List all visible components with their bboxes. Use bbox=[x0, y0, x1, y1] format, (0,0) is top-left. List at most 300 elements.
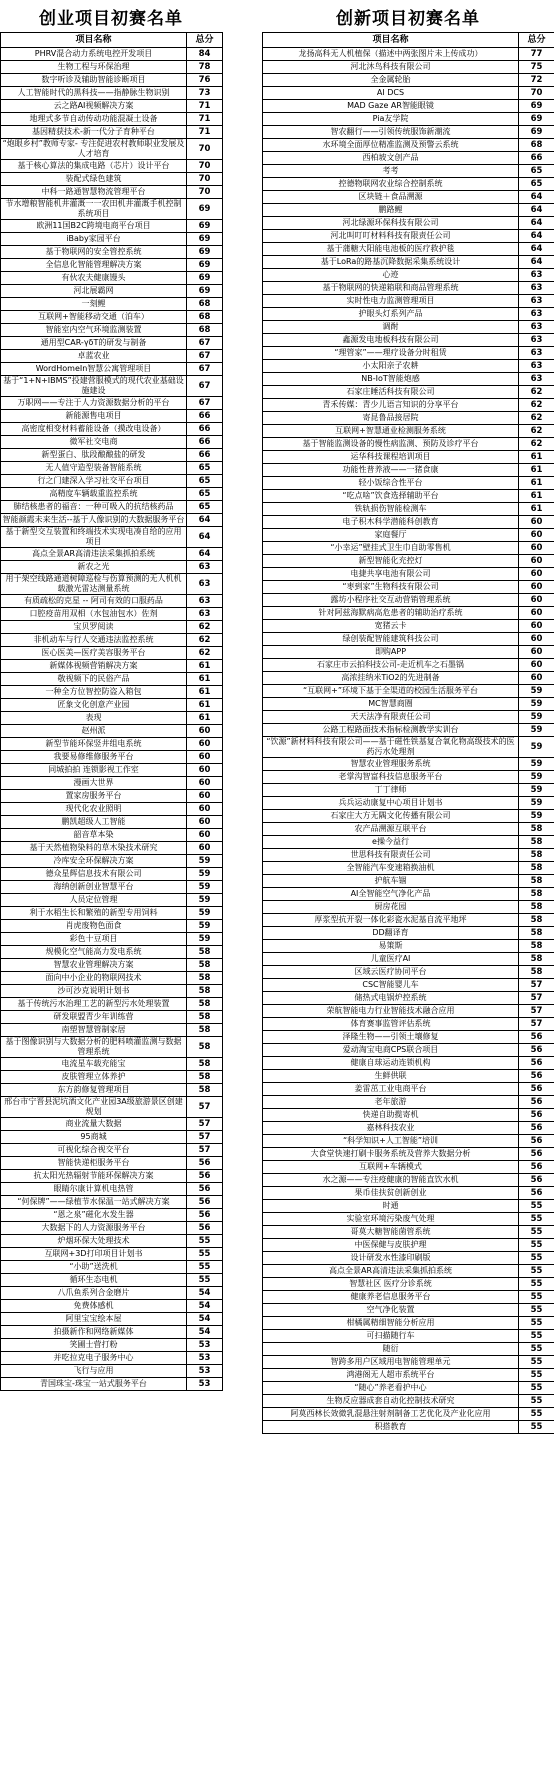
score-cell: 62 bbox=[519, 386, 554, 399]
project-name-cell: 智能颜霞未来生活--基于人像识别的大数据服务平台 bbox=[1, 514, 187, 527]
table-row bbox=[263, 438, 554, 451]
score-cell: 68 bbox=[519, 139, 554, 152]
score-cell: 56 bbox=[187, 1209, 223, 1222]
project-name-cell: 互联网+3D打印项目计划书 bbox=[1, 1248, 187, 1261]
score-cell: 56 bbox=[519, 1161, 554, 1174]
project-name-cell: 可扫描随行车 bbox=[263, 1330, 519, 1343]
score-cell: 69 bbox=[519, 100, 554, 113]
project-name-cell: 小太阳亲子农耕 bbox=[263, 360, 519, 373]
project-name-cell: 宽猪云卡 bbox=[263, 620, 519, 633]
project-name-cell: 基因精获技术-新一代分子育种平台 bbox=[1, 126, 187, 139]
table-row bbox=[263, 191, 554, 204]
table-row bbox=[1, 699, 223, 712]
project-name-cell: 儿童医疗AI bbox=[263, 953, 519, 966]
project-name-cell: “饮源”新材料科技有限公司——基于磁性铁基复合氧化物高级技术的医药污水处理剂 bbox=[263, 737, 519, 758]
score-cell: 64 bbox=[519, 217, 554, 230]
project-name-cell: 敬视频下的民俗产品 bbox=[1, 673, 187, 686]
table-row bbox=[263, 516, 554, 529]
score-cell: 58 bbox=[187, 946, 223, 959]
project-name-cell: 智慧农业管理解决方案 bbox=[1, 959, 187, 972]
project-name-cell: 笑圃士营打粉 bbox=[1, 1339, 187, 1352]
table-row bbox=[263, 1213, 554, 1226]
table-row bbox=[1, 160, 223, 173]
score-cell: 60 bbox=[187, 803, 223, 816]
table-row bbox=[263, 1187, 554, 1200]
score-cell: 58 bbox=[187, 998, 223, 1011]
project-name-cell: 炉烟环保大处理技术 bbox=[1, 1235, 187, 1248]
project-name-cell: “理管家”——理疗设备分时租赁 bbox=[263, 347, 519, 360]
project-name-cell: 数字听诊及辅助智能诊断项目 bbox=[1, 74, 187, 87]
project-name-cell: 健康自球运动连锁机构 bbox=[263, 1057, 519, 1070]
score-cell: 67 bbox=[187, 363, 223, 376]
score-cell: 56 bbox=[187, 1157, 223, 1170]
table-row bbox=[1, 595, 223, 608]
project-name-cell: 功能性普养液——一猪食康 bbox=[263, 464, 519, 477]
score-cell: 61 bbox=[187, 686, 223, 699]
score-cell: 63 bbox=[519, 373, 554, 386]
table-row bbox=[263, 230, 554, 243]
table-row bbox=[1, 1339, 223, 1352]
table-row bbox=[1, 881, 223, 894]
project-name-cell: 设计研发水性漆印刷版 bbox=[263, 1252, 519, 1265]
project-name-cell: 匠象文化创意产业园 bbox=[1, 699, 187, 712]
score-cell: 65 bbox=[187, 501, 223, 514]
score-cell: 59 bbox=[519, 758, 554, 771]
project-name-cell: 姜雷茁工业电商平台 bbox=[263, 1083, 519, 1096]
project-name-cell: 铁轨损伤智能检测车 bbox=[263, 503, 519, 516]
score-cell: 66 bbox=[187, 436, 223, 449]
project-name-cell: 循环生态电机 bbox=[1, 1274, 187, 1287]
table-row bbox=[1, 1071, 223, 1084]
table-row bbox=[263, 1083, 554, 1096]
score-cell: 57 bbox=[187, 1144, 223, 1157]
table-row bbox=[1, 1222, 223, 1235]
project-name-cell: 积搭教育 bbox=[263, 1421, 519, 1434]
score-cell: 65 bbox=[187, 488, 223, 501]
score-cell: 57 bbox=[187, 1097, 223, 1118]
score-cell: 56 bbox=[519, 1122, 554, 1135]
project-name-cell: 抗太阳光热辐射节能环保解决方案 bbox=[1, 1170, 187, 1183]
table-row bbox=[263, 836, 554, 849]
score-cell: 58 bbox=[519, 823, 554, 836]
score-cell: 55 bbox=[519, 1278, 554, 1291]
table-row bbox=[263, 711, 554, 724]
score-cell: 64 bbox=[187, 527, 223, 548]
table-row bbox=[1, 126, 223, 139]
table-row bbox=[1, 1170, 223, 1183]
table-row bbox=[1, 1378, 223, 1391]
table-row bbox=[1, 527, 223, 548]
table-row bbox=[263, 139, 554, 152]
score-cell: 53 bbox=[187, 1339, 223, 1352]
table-row bbox=[1, 1037, 223, 1058]
project-name-cell: 置家房服务平台 bbox=[1, 790, 187, 803]
table-row bbox=[1, 501, 223, 514]
left-header-name: 项目名称 bbox=[1, 33, 187, 48]
project-name-cell: 现代化农业照明 bbox=[1, 803, 187, 816]
score-cell: 67 bbox=[187, 350, 223, 363]
table-row bbox=[263, 685, 554, 698]
table-row bbox=[1, 285, 223, 298]
project-name-cell: 拍摄新作和网络新媒体 bbox=[1, 1326, 187, 1339]
project-name-cell: MAD Gaze AR智能眼镜 bbox=[263, 100, 519, 113]
score-cell: 63 bbox=[187, 608, 223, 621]
project-name-cell: 漫画大世界 bbox=[1, 777, 187, 790]
project-name-cell: 通用型CAR-γδT的研发与制备 bbox=[1, 337, 187, 350]
table-row bbox=[263, 1005, 554, 1018]
table-row bbox=[1, 48, 223, 61]
project-name-cell: 万职网——专注于人力资源数据分析的平台 bbox=[1, 397, 187, 410]
project-name-cell: 东方韵修复管理项目 bbox=[1, 1084, 187, 1097]
project-name-cell: 区域云医疗协同平台 bbox=[263, 966, 519, 979]
score-cell: 55 bbox=[519, 1421, 554, 1434]
table-row bbox=[1, 894, 223, 907]
table-row bbox=[1, 764, 223, 777]
score-cell: 61 bbox=[519, 464, 554, 477]
score-cell: 61 bbox=[187, 712, 223, 725]
score-cell: 64 bbox=[519, 204, 554, 217]
project-name-cell: 宝贝罗阅读 bbox=[1, 621, 187, 634]
score-cell: 60 bbox=[519, 555, 554, 568]
score-cell: 58 bbox=[187, 1058, 223, 1071]
table-row bbox=[1, 1287, 223, 1300]
table-row bbox=[263, 901, 554, 914]
score-cell: 54 bbox=[187, 1326, 223, 1339]
left-table-body bbox=[1, 48, 223, 1391]
table-row bbox=[263, 1265, 554, 1278]
project-name-cell: 轻小饭综合性平台 bbox=[263, 477, 519, 490]
score-cell: 62 bbox=[519, 399, 554, 412]
score-cell: 69 bbox=[187, 233, 223, 246]
project-name-cell: e操今益行 bbox=[263, 836, 519, 849]
project-name-cell: 皮肤管理立体养护 bbox=[1, 1071, 187, 1084]
score-cell: 61 bbox=[519, 477, 554, 490]
score-cell: 75 bbox=[519, 61, 554, 74]
right-table bbox=[262, 32, 554, 1434]
project-name-cell: 95商城 bbox=[1, 1131, 187, 1144]
table-row bbox=[263, 1330, 554, 1343]
score-cell: 69 bbox=[519, 113, 554, 126]
score-cell: 63 bbox=[519, 334, 554, 347]
table-row bbox=[1, 660, 223, 673]
score-cell: 56 bbox=[187, 1170, 223, 1183]
project-name-cell: 鹏路鲤 bbox=[263, 204, 519, 217]
project-name-cell: 泽隆生物——引领土壤修复 bbox=[263, 1031, 519, 1044]
score-cell: 60 bbox=[519, 620, 554, 633]
table-row bbox=[263, 862, 554, 875]
table-row bbox=[263, 1096, 554, 1109]
score-cell: 60 bbox=[187, 790, 223, 803]
score-cell: 59 bbox=[187, 920, 223, 933]
score-cell: 57 bbox=[187, 1118, 223, 1131]
project-name-cell: “科学知识+人工智能”培训 bbox=[263, 1135, 519, 1148]
score-cell: 78 bbox=[187, 61, 223, 74]
project-name-cell: 智能快递柜服务平台 bbox=[1, 1157, 187, 1170]
table-row bbox=[1, 475, 223, 488]
left-header-row bbox=[1, 33, 223, 48]
score-cell: 63 bbox=[519, 269, 554, 282]
project-name-cell: 研发联盟青少年训练营 bbox=[1, 1011, 187, 1024]
score-cell: 66 bbox=[519, 152, 554, 165]
project-name-cell: 基于物联网的安全管控系统 bbox=[1, 246, 187, 259]
score-cell: 55 bbox=[519, 1226, 554, 1239]
table-row bbox=[263, 1044, 554, 1057]
left-table bbox=[0, 32, 223, 1391]
table-row bbox=[263, 1122, 554, 1135]
score-cell: 58 bbox=[519, 875, 554, 888]
score-cell: 60 bbox=[187, 816, 223, 829]
table-row bbox=[263, 178, 554, 191]
project-name-cell: “吃点啥”饮食选择辅助平台 bbox=[263, 490, 519, 503]
score-cell: 63 bbox=[519, 347, 554, 360]
table-row bbox=[1, 74, 223, 87]
table-row bbox=[263, 321, 554, 334]
project-name-cell: 可视化综合视交平台 bbox=[1, 1144, 187, 1157]
table-row bbox=[263, 914, 554, 927]
score-cell: 58 bbox=[519, 927, 554, 940]
table-row bbox=[1, 816, 223, 829]
score-cell: 60 bbox=[519, 568, 554, 581]
project-name-cell: 卓蓝农业 bbox=[1, 350, 187, 363]
table-row bbox=[263, 1252, 554, 1265]
score-cell: 60 bbox=[187, 738, 223, 751]
score-cell: 59 bbox=[519, 784, 554, 797]
table-row bbox=[1, 561, 223, 574]
score-cell: 58 bbox=[187, 1011, 223, 1024]
table-row bbox=[1, 574, 223, 595]
score-cell: 73 bbox=[187, 87, 223, 100]
project-name-cell: 河北叫叮叮材料科技有限责任公司 bbox=[263, 230, 519, 243]
project-name-cell: 即购APP bbox=[263, 646, 519, 659]
table-row bbox=[263, 529, 554, 542]
table-row bbox=[263, 568, 554, 581]
score-cell: 57 bbox=[519, 1018, 554, 1031]
project-name-cell: 西柏坡文创产品 bbox=[263, 152, 519, 165]
project-name-cell: 无人值守造型装备智能系统 bbox=[1, 462, 187, 475]
table-row bbox=[1, 337, 223, 350]
table-row bbox=[263, 737, 554, 758]
table-row bbox=[1, 933, 223, 946]
project-name-cell: 智跨多用户区域用电智能管理单元 bbox=[263, 1356, 519, 1369]
score-cell: 66 bbox=[187, 423, 223, 436]
table-row bbox=[263, 581, 554, 594]
table-row bbox=[1, 1196, 223, 1209]
score-cell: 53 bbox=[187, 1365, 223, 1378]
score-cell: 66 bbox=[187, 449, 223, 462]
score-cell: 56 bbox=[187, 1183, 223, 1196]
project-name-cell: 德众星辉信息技术有限公司 bbox=[1, 868, 187, 881]
table-row bbox=[263, 810, 554, 823]
project-name-cell: 老掌沟智富科技信息服务平台 bbox=[263, 771, 519, 784]
table-row bbox=[263, 1226, 554, 1239]
table-row bbox=[263, 966, 554, 979]
score-cell: 63 bbox=[187, 595, 223, 608]
project-name-cell: 智农翻行——引领传统服饰新潮流 bbox=[263, 126, 519, 139]
table-row bbox=[263, 555, 554, 568]
score-cell: 70 bbox=[519, 87, 554, 100]
project-name-cell: “炮眼乡村”教师专家- 专注促进农村教师职业发展及人才培育 bbox=[1, 139, 187, 160]
table-row bbox=[263, 490, 554, 503]
score-cell: 60 bbox=[519, 594, 554, 607]
table-row bbox=[263, 940, 554, 953]
project-name-cell: “小幸运”壁挂式卫生巾自助零售机 bbox=[263, 542, 519, 555]
project-name-cell: 新型节能环保竖井组电系统 bbox=[1, 738, 187, 751]
table-row bbox=[1, 972, 223, 985]
project-name-cell: 心迹 bbox=[263, 269, 519, 282]
table-row bbox=[1, 139, 223, 160]
table-row bbox=[263, 1174, 554, 1187]
project-name-cell: 规模化空气能高力发电系统 bbox=[1, 946, 187, 959]
project-name-cell: 基于传统污水治理工艺的新型污水处理装置 bbox=[1, 998, 187, 1011]
project-name-cell: AI DCS bbox=[263, 87, 519, 100]
project-name-cell: “何保牌”——绿植节水保温一站式解决方案 bbox=[1, 1196, 187, 1209]
table-row bbox=[263, 152, 554, 165]
right-title: 创新项目初赛名单 bbox=[336, 9, 480, 29]
table-row bbox=[263, 797, 554, 810]
right-header-row bbox=[263, 33, 554, 48]
table-row bbox=[263, 399, 554, 412]
project-name-cell: 柑橘属精细智能分析应用 bbox=[263, 1317, 519, 1330]
score-cell: 60 bbox=[519, 542, 554, 555]
table-row bbox=[1, 829, 223, 842]
table-row bbox=[1, 1274, 223, 1287]
table-row bbox=[263, 295, 554, 308]
project-name-cell: 针对阿兹海默病高危患者的辅助治疗系统 bbox=[263, 607, 519, 620]
score-cell: 60 bbox=[187, 725, 223, 738]
table-row bbox=[1, 1058, 223, 1071]
table-row bbox=[1, 1300, 223, 1313]
table-row bbox=[1, 363, 223, 376]
table-row bbox=[1, 246, 223, 259]
right-header-score: 总分 bbox=[519, 33, 554, 48]
table-row bbox=[263, 953, 554, 966]
score-cell: 56 bbox=[519, 1044, 554, 1057]
table-row bbox=[263, 1356, 554, 1369]
table-row bbox=[263, 74, 554, 87]
table-row bbox=[263, 1200, 554, 1213]
table-row bbox=[1, 233, 223, 246]
score-cell: 59 bbox=[519, 771, 554, 784]
table-row bbox=[1, 1209, 223, 1222]
project-name-cell: 冷库安全环保解决方案 bbox=[1, 855, 187, 868]
score-cell: 59 bbox=[519, 711, 554, 724]
table-row bbox=[1, 1248, 223, 1261]
project-name-cell: 基于图像识别与大数据分析的肥料喷灌监测与数据管理系统 bbox=[1, 1037, 187, 1058]
project-name-cell: 利于水稻生长和繁殖的新型专用饲料 bbox=[1, 907, 187, 920]
project-name-cell: AI全智能空气净化产品 bbox=[263, 888, 519, 901]
project-name-cell: 天天法净有限责任公司 bbox=[263, 711, 519, 724]
score-cell: 64 bbox=[187, 548, 223, 561]
project-name-cell: 青国珠宝-珠宝一站式服务平台 bbox=[1, 1378, 187, 1391]
score-cell: 59 bbox=[519, 724, 554, 737]
project-name-cell: “小助”送洗机 bbox=[1, 1261, 187, 1274]
project-name-cell: 肺结核患者的福音：一种可吸入的抗结核药品 bbox=[1, 501, 187, 514]
table-row bbox=[1, 920, 223, 933]
score-cell: 56 bbox=[519, 1057, 554, 1070]
project-name-cell: 节水增粮智能机井灌溉一一农田机井灌溉手机控制系统项目 bbox=[1, 199, 187, 220]
table-row bbox=[1, 1313, 223, 1326]
project-name-cell: 快递自助揽寄机 bbox=[263, 1109, 519, 1122]
project-name-cell: 世思科技有限责任公司 bbox=[263, 849, 519, 862]
score-cell: 58 bbox=[187, 1084, 223, 1097]
table-row bbox=[1, 186, 223, 199]
table-row bbox=[263, 1057, 554, 1070]
table-row bbox=[1, 907, 223, 920]
score-cell: 57 bbox=[519, 979, 554, 992]
score-cell: 58 bbox=[187, 972, 223, 985]
score-cell: 62 bbox=[519, 412, 554, 425]
project-name-cell: 中医保健与皮肤护理 bbox=[263, 1239, 519, 1252]
project-name-cell: 八爪鱼系列合金磨片 bbox=[1, 1287, 187, 1300]
score-cell: 54 bbox=[187, 1287, 223, 1300]
table-row bbox=[263, 888, 554, 901]
project-name-cell: 考考 bbox=[263, 165, 519, 178]
project-name-cell: 用于架空线路通道树障巡检与伤算预测的无人机机载激光雷达测量系统 bbox=[1, 574, 187, 595]
score-cell: 61 bbox=[519, 503, 554, 516]
table-row bbox=[1, 397, 223, 410]
table-row bbox=[263, 165, 554, 178]
project-name-cell: 易策斯 bbox=[263, 940, 519, 953]
project-name-cell: 彩色十豆项目 bbox=[1, 933, 187, 946]
project-name-cell: 智慧农业管理服务系统 bbox=[263, 758, 519, 771]
project-name-cell: PHRV混合动力系统电控开发项目 bbox=[1, 48, 187, 61]
project-name-cell: 全金属轮胎 bbox=[263, 74, 519, 87]
score-cell: 63 bbox=[519, 282, 554, 295]
score-cell: 58 bbox=[519, 940, 554, 953]
score-cell: 58 bbox=[519, 953, 554, 966]
score-cell: 68 bbox=[187, 324, 223, 337]
score-cell: 59 bbox=[187, 933, 223, 946]
project-name-cell: 电流星车载充能宝 bbox=[1, 1058, 187, 1071]
project-name-cell: 沙可沙克说明计划书 bbox=[1, 985, 187, 998]
table-row bbox=[1, 1024, 223, 1037]
score-cell: 56 bbox=[519, 1148, 554, 1161]
score-cell: 60 bbox=[519, 581, 554, 594]
score-cell: 64 bbox=[519, 230, 554, 243]
project-name-cell: 基于“1+N+IBMS”投建营服模式的现代农业基础设施建设 bbox=[1, 376, 187, 397]
project-name-cell: 阿莫西林长效微乳混悬注射剂制备工艺优化及产业化应用 bbox=[263, 1408, 519, 1421]
table-row bbox=[1, 113, 223, 126]
score-cell: 60 bbox=[187, 751, 223, 764]
table-row bbox=[263, 724, 554, 737]
project-name-cell: 随衍 bbox=[263, 1343, 519, 1356]
table-row bbox=[263, 542, 554, 555]
project-name-cell: 医心医美—医疗美容服务平台 bbox=[1, 647, 187, 660]
table-row bbox=[263, 425, 554, 438]
project-name-cell: 绿创装配智能建筑科技公司 bbox=[263, 633, 519, 646]
project-name-cell: 石家庄大方无隅文化传播有限公司 bbox=[263, 810, 519, 823]
project-name-cell: 爱动淘宝电商CPS联合项目 bbox=[263, 1044, 519, 1057]
table-row bbox=[263, 823, 554, 836]
table-row bbox=[263, 1031, 554, 1044]
table-row bbox=[1, 410, 223, 423]
table-row bbox=[263, 1291, 554, 1304]
table-row bbox=[1, 842, 223, 855]
score-cell: 55 bbox=[519, 1239, 554, 1252]
score-cell: 71 bbox=[187, 100, 223, 113]
score-cell: 56 bbox=[519, 1109, 554, 1122]
score-cell: 77 bbox=[519, 48, 554, 61]
score-cell: 60 bbox=[519, 633, 554, 646]
project-name-cell: 高点全景AR高清违法采集抓拍系统 bbox=[263, 1265, 519, 1278]
project-name-cell: Pia友学院 bbox=[263, 113, 519, 126]
project-name-cell: 互联网+车辆模式 bbox=[263, 1161, 519, 1174]
score-cell: 60 bbox=[519, 607, 554, 620]
project-name-cell: 公路工程路面技术指标检测教学实训台 bbox=[263, 724, 519, 737]
score-cell: 56 bbox=[519, 1083, 554, 1096]
table-row bbox=[1, 220, 223, 233]
score-cell: 62 bbox=[519, 438, 554, 451]
